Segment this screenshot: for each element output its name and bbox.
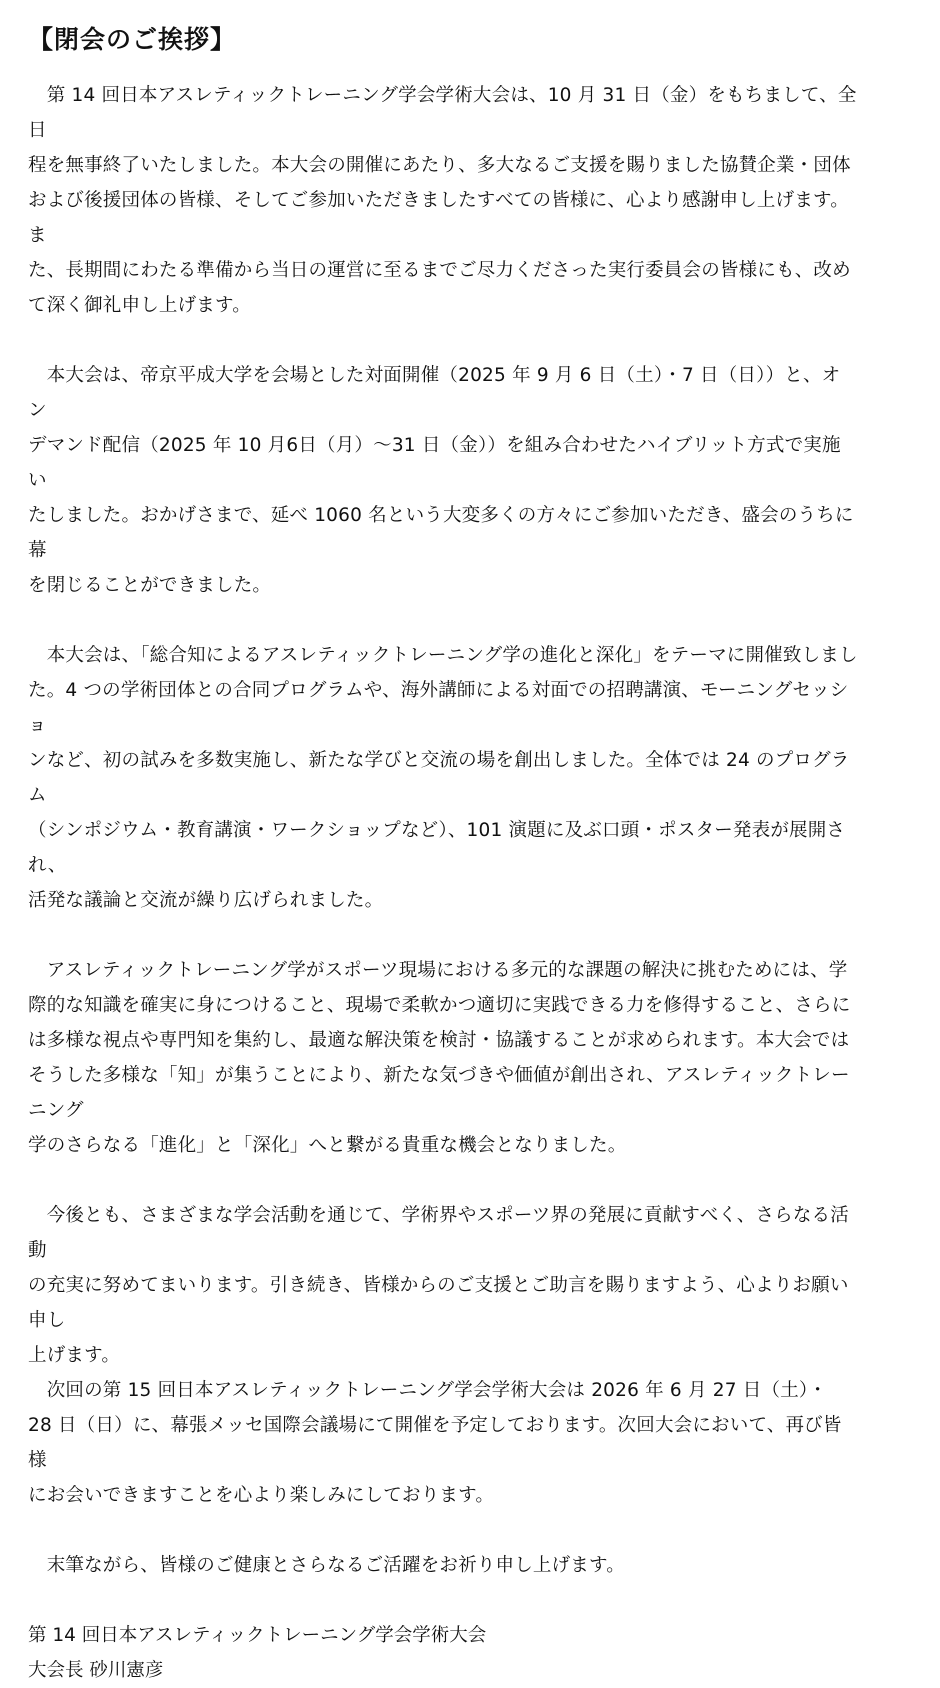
paragraph-spacer <box>28 323 858 358</box>
paragraph-5: 今後とも、さまざまな学会活動を通じて、学術界やスポーツ界の発展に貢献すべく、さらなる活動 の充実に努めてまいります。引き続き、皆様からのご支援とご助言を賜りますよう、心よりお願い申し 上げます。 <box>28 1205 849 1366</box>
paragraph-6: 次回の第 15 回日本アスレティックトレーニング学会学術大会は 2026 年 6 月 27 日（土）・ 28 日（日）に、幕張メッセ国際会議場にて開催を予定しております。次回大会において、再び皆様 にお会いできますことを心より楽しみにしております。 <box>28 1380 842 1506</box>
paragraph-2: 本大会は、帝京平成大学を会場とした対面開催（2025 年 9 月 6 日（土）・7 日（日））と、オン デマンド配信（2025 年 10 月6日（月）～31 日（金））を組み合わせたハイブリット方式で実施い たしました。おかげさまで、延べ 1060 名という大変多くの方々にご参加いただき、盛会のうちに幕 を閉じることができました。 <box>28 365 854 596</box>
paragraph-7: 末筆ながら、皆様のご健康とさらなるご活躍をお祈り申し上げます。 <box>28 1555 625 1576</box>
paragraph-spacer <box>28 918 858 953</box>
paragraph-3: 本大会は、「総合知によるアスレティックトレーニング学の進化と深化」をテーマに開催致しまし た。4 つの学術団体との合同プログラムや、海外講師による対面での招聘講演、モーニングセッショ ンなど、初の試みを多数実施し、新たな学びと交流の場を創出しました。全体では 24 のプログラム （シンポジウム・教育講演・ワークショップなど）、101 演題に及ぶ口頭・ポスター発表が展開され、 活発な議論と交流が繰り広げられました。 <box>28 645 858 911</box>
signature-organization: 第 14 回日本アスレティックトレーニング学会学術大会 <box>28 1625 487 1646</box>
paragraph-spacer <box>28 603 858 638</box>
paragraph-1: 第 14 回日本アスレティックトレーニング学会学術大会は、10 月 31 日（金）をもちまして、全日 程を無事終了いたしました。本大会の開催にあたり、多大なるご支援を賜りました協賛企業・団体 および後援団体の皆様、そしてご参加いただきましたすべての皆様に、心より感謝申し上げます。ま た、長期間にわたる準備から当日の運営に至るまでご尽力くださった実行委員会の皆様にも、改め て深く御礼申し上げます。 <box>28 85 857 316</box>
paragraph-spacer <box>28 1583 858 1618</box>
closing-remarks-document <box>28 22 858 1688</box>
page-title: 【閉会のご挨拶】 <box>28 25 237 54</box>
signature-president: 大会長 砂川憲彦 <box>28 1660 164 1681</box>
paragraph-spacer <box>28 1163 858 1198</box>
paragraph-4: アスレティックトレーニング学がスポーツ現場における多元的な課題の解決に挑むためには、学 際的な知識を確実に身につけること、現場で柔軟かつ適切に実践できる力を修得すること、さらに は多様な視点や専門知を集約し、最適な解決策を検討・協議することが求められます。本大会では そうした多様な「知」が集うことにより、新たな気づきや価値が創出され、アスレティックトレーニング 学のさらなる「進化」と「深化」へと繋がる貴重な機会となりました。 <box>28 960 851 1156</box>
paragraph-spacer <box>28 1513 858 1548</box>
